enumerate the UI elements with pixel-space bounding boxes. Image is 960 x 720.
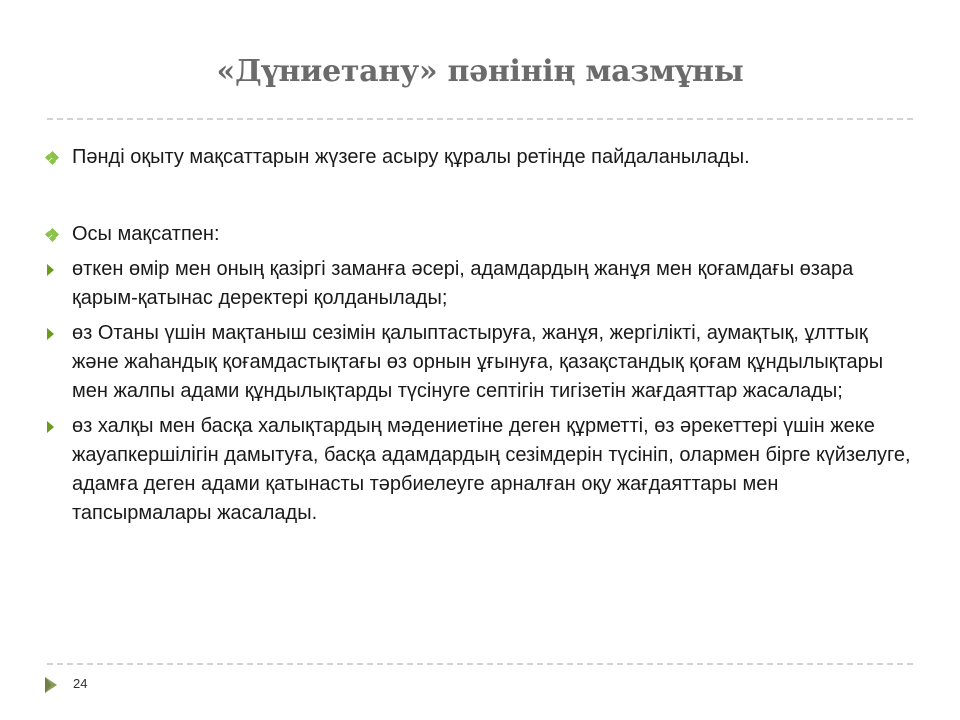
arrow-bullet-icon [45,412,61,441]
list-item [45,255,915,313]
diamond-bullet-icon [45,143,61,172]
slide-title: «Дүниетану» пәнінің мазмұны [216,54,744,89]
list-item-text: Пәнді оқыту мақсаттарын жүзеге асыру құралы ретінде пайдаланылады. [72,146,750,168]
page-number: 24 [73,676,88,691]
diamond-bullet-icon [45,220,61,249]
top-divider [47,118,913,120]
arrow-bullet-icon [45,255,61,284]
list-item [45,319,915,406]
slide-content [45,143,915,528]
list-item [45,143,915,172]
list-item-text: өткен өмір мен оның қазіргі заманға әсері, адамдардың жанұя мен қоғамдағы өзара қарым-қатынас деректері қолданылады; [72,258,854,309]
arrow-bullet-icon [45,319,61,348]
footer-arrow-icon [44,676,58,694]
list-item-text: Осы мақсатпен: [72,223,220,245]
list-item-text: өз халқы мен басқа халықтардың мәдениетіне деген құрметті, өз әрекеттері үшін жеке жауапкершілігін дамытуға, басқа адамдардың сезімдерін түсініп, олармен бірге күйзелуге, адамға деген адами қатынасты тәрбиелеуге арналған оқу жағдаяттары мен тапсырмалары жасалады. [72,415,911,524]
bottom-divider [47,663,913,665]
list-item [45,220,915,249]
list-item-text: өз Отаны үшін мақтаныш сезімін қалыптастыруға, жанұя, жергілікті, аумақтық, ұлттық және жаһандық қоғамдастықтағы өз орнын ұғынуға, қазақстандық қоғам құндылықтары мен жалпы адами құндылықтарды түсінуге септігін тигізетін жағдаяттар жасалады; [72,322,884,402]
list-item [45,412,915,528]
